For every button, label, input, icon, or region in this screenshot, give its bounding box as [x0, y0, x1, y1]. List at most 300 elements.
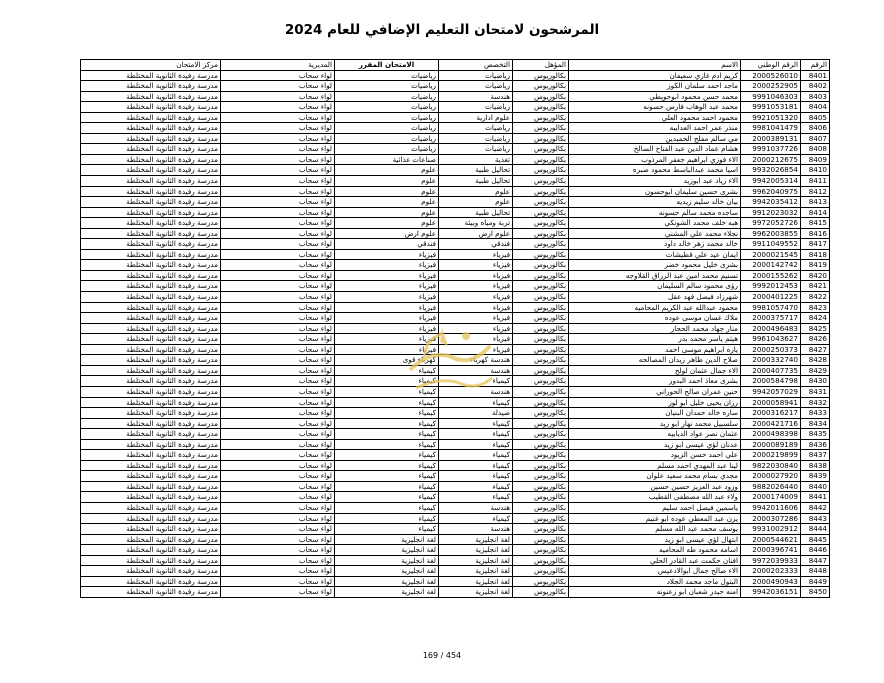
cell-exam-center: مدرسة رفيدة الثانوية المختلطة [81, 513, 221, 524]
cell-name: ياره ابراهيم موسى احمد [569, 344, 741, 355]
cell-national-id: 2000389131 [741, 133, 801, 144]
cell-national-id: 2000496483 [741, 323, 801, 334]
cell-national-id: 2000219899 [741, 450, 801, 461]
cell-specialization: رياضيات [439, 70, 513, 81]
cell-national-id: 2000212675 [741, 154, 801, 165]
cell-exam-center: مدرسة رفيدة الثانوية المختلطة [81, 534, 221, 545]
cell-directorate: لواء سحاب [221, 81, 335, 92]
cell-directorate: لواء سحاب [221, 133, 335, 144]
cell-specialization: فيزياء [439, 344, 513, 355]
cell-directorate: لواء سحاب [221, 534, 335, 545]
cell-directorate: لواء سحاب [221, 460, 335, 471]
cell-seq: 8436 [801, 439, 830, 450]
cell-directorate: لواء سحاب [221, 165, 335, 176]
cell-directorate: لواء سحاب [221, 292, 335, 303]
cell-seq: 8423 [801, 302, 830, 313]
cell-exam-center: مدرسة رفيدة الثانوية المختلطة [81, 313, 221, 324]
cell-directorate: لواء سحاب [221, 112, 335, 123]
cell-name: ساجده محمد سالم حسونه [569, 207, 741, 218]
cell-qualification: بكالوريوس [513, 197, 569, 208]
cell-national-id: 9981041479 [741, 123, 801, 134]
cell-seq: 8404 [801, 102, 830, 113]
table-row [81, 165, 830, 176]
table-row [81, 418, 830, 429]
cell-specialization: هندسة [439, 524, 513, 535]
cell-seq: 8429 [801, 365, 830, 376]
cell-specialization: فيزياء [439, 249, 513, 260]
cell-specialization: فيزياء [439, 334, 513, 345]
cell-seq: 8450 [801, 587, 830, 598]
table-row [81, 144, 830, 155]
cell-exam-center: مدرسة رفيدة الثانوية المختلطة [81, 429, 221, 440]
cell-exam: كيمياء [335, 513, 439, 524]
cell-exam-center: مدرسة رفيدة الثانوية المختلطة [81, 355, 221, 366]
cell-exam-center: مدرسة رفيدة الثانوية المختلطة [81, 228, 221, 239]
cell-seq: 8405 [801, 112, 830, 123]
table-row [81, 502, 830, 513]
cell-exam: فيزياء [335, 292, 439, 303]
cell-directorate: لواء سحاب [221, 397, 335, 408]
cell-qualification: بكالوريوس [513, 144, 569, 155]
cell-qualification: بكالوريوس [513, 70, 569, 81]
cell-name: بشرى حسين سليمان ابوحسون [569, 186, 741, 197]
cell-exam-center: مدرسة رفيدة الثانوية المختلطة [81, 376, 221, 387]
cell-name: شهرزاد فيصل فهد عقل [569, 292, 741, 303]
cell-qualification: بكالوريوس [513, 292, 569, 303]
cell-exam-center: مدرسة رفيدة الثانوية المختلطة [81, 418, 221, 429]
cell-qualification: بكالوريوس [513, 344, 569, 355]
cell-national-id: 2000174009 [741, 492, 801, 503]
cell-seq: 8410 [801, 165, 830, 176]
cell-qualification: بكالوريوس [513, 545, 569, 556]
cell-national-id: 2000089189 [741, 439, 801, 450]
cell-directorate: لواء سحاب [221, 260, 335, 271]
table-row [81, 450, 830, 461]
cell-name: ايمان عيد علي قطيشات [569, 249, 741, 260]
cell-national-id: 2000498398 [741, 429, 801, 440]
cell-name: بيان خالد سليم زيديه [569, 197, 741, 208]
table-row [81, 176, 830, 187]
cell-national-id: 2000250373 [741, 344, 801, 355]
cell-qualification: بكالوريوس [513, 524, 569, 535]
cell-qualification: بكالوريوس [513, 218, 569, 229]
cell-seq: 8449 [801, 576, 830, 587]
table-row [81, 207, 830, 218]
cell-directorate: لواء سحاب [221, 566, 335, 577]
cell-seq: 8401 [801, 70, 830, 81]
cell-directorate: لواء سحاب [221, 576, 335, 587]
cell-national-id: 2000155262 [741, 270, 801, 281]
cell-national-id: 9942057029 [741, 386, 801, 397]
cell-exam-center: مدرسة رفيدة الثانوية المختلطة [81, 460, 221, 471]
cell-national-id: 9942011606 [741, 502, 801, 513]
cell-specialization: علوم [439, 197, 513, 208]
cell-name: محمد عبد الوهاب فارس حسونه [569, 102, 741, 113]
cell-national-id: 9972052726 [741, 218, 801, 229]
cell-directorate: لواء سحاب [221, 471, 335, 482]
cell-exam-center: مدرسة رفيدة الثانوية المختلطة [81, 281, 221, 292]
cell-directorate: لواء سحاب [221, 239, 335, 250]
cell-seq: 8434 [801, 418, 830, 429]
cell-qualification: بكالوريوس [513, 555, 569, 566]
cell-specialization: هندسة [439, 365, 513, 376]
table-row [81, 513, 830, 524]
cell-exam: كهرباء قوى [335, 355, 439, 366]
table-row [81, 123, 830, 134]
cell-name: ولاء عبد الله مصطفى القطيب [569, 492, 741, 503]
cell-national-id: 9822030840 [741, 460, 801, 471]
cell-directorate: لواء سحاب [221, 439, 335, 450]
cell-exam: لغة انجليزية [335, 576, 439, 587]
cell-directorate: لواء سحاب [221, 144, 335, 155]
cell-national-id: 2000307286 [741, 513, 801, 524]
cell-qualification: بكالوريوس [513, 281, 569, 292]
cell-national-id: 2000202333 [741, 566, 801, 577]
cell-name: محمد حسن محمود ابوحويطي [569, 91, 741, 102]
cell-national-id: 9921051320 [741, 112, 801, 123]
cell-directorate: لواء سحاب [221, 355, 335, 366]
cell-exam-center: مدرسة رفيدة الثانوية المختلطة [81, 576, 221, 587]
cell-exam-center: مدرسة رفيدة الثانوية المختلطة [81, 545, 221, 556]
cell-seq: 8438 [801, 460, 830, 471]
cell-name: منذر عمر احمد العدايبه [569, 123, 741, 134]
cell-specialization: لغة انجليزية [439, 576, 513, 587]
cell-seq: 8443 [801, 513, 830, 524]
cell-directorate: لواء سحاب [221, 429, 335, 440]
cell-exam-center: مدرسة رفيدة الثانوية المختلطة [81, 566, 221, 577]
cell-exam-center: مدرسة رفيدة الثانوية المختلطة [81, 365, 221, 376]
cell-exam-center: مدرسة رفيدة الثانوية المختلطة [81, 502, 221, 513]
cell-exam: فيزياء [335, 260, 439, 271]
cell-national-id: 2000375717 [741, 313, 801, 324]
cell-seq: 8445 [801, 534, 830, 545]
cell-exam: رياضيات [335, 112, 439, 123]
table-row [81, 197, 830, 208]
page-number: 169 / 454 [422, 651, 462, 660]
cell-qualification: بكالوريوس [513, 112, 569, 123]
cell-name: يزن عبد المعطي عوده ابو غنيم [569, 513, 741, 524]
cell-name: عدنان لؤي عيسى ابو زيد [569, 439, 741, 450]
cell-seq: 8417 [801, 239, 830, 250]
cell-seq: 8440 [801, 481, 830, 492]
cell-directorate: لواء سحاب [221, 376, 335, 387]
cell-specialization: كيمياء [439, 460, 513, 471]
cell-specialization: هندسة كهرباء [439, 355, 513, 366]
cell-specialization: رياضيات [439, 123, 513, 134]
cell-qualification: بكالوريوس [513, 154, 569, 165]
cell-directorate: لواء سحاب [221, 344, 335, 355]
cell-name: بشرى خليل محمود خضر [569, 260, 741, 271]
cell-exam: كيمياء [335, 481, 439, 492]
cell-specialization: تحاليل طبية [439, 207, 513, 218]
cell-directorate: لواء سحاب [221, 587, 335, 598]
header-name: الاسم [569, 60, 741, 71]
cell-qualification: بكالوريوس [513, 365, 569, 376]
cell-directorate: لواء سحاب [221, 408, 335, 419]
table-row [81, 102, 830, 113]
cell-exam: كيمياء [335, 450, 439, 461]
cell-specialization: فيزياء [439, 313, 513, 324]
cell-exam-center: مدرسة رفيدة الثانوية المختلطة [81, 144, 221, 155]
table-row [81, 471, 830, 482]
cell-specialization: رياضيات [439, 133, 513, 144]
cell-exam-center: مدرسة رفيدة الثانوية المختلطة [81, 481, 221, 492]
cell-name: مي سالم مفلح الحميدين [569, 133, 741, 144]
cell-name: هيثم ياسر محمد بدر [569, 334, 741, 345]
cell-specialization: تحاليل طبية [439, 176, 513, 187]
cell-directorate: لواء سحاب [221, 323, 335, 334]
header-exam: الامتحان المقرر [335, 60, 439, 71]
cell-exam: علوم [335, 165, 439, 176]
cell-qualification: بكالوريوس [513, 534, 569, 545]
cell-directorate: لواء سحاب [221, 313, 335, 324]
table-row [81, 524, 830, 535]
cell-exam-center: مدرسة رفيدة الثانوية المختلطة [81, 165, 221, 176]
header-exam-center: مركز الامتحان [81, 60, 221, 71]
cell-name: رؤى محمود سالم السليمان [569, 281, 741, 292]
cell-exam: صناعات غذائية [335, 154, 439, 165]
cell-name: الاء زياد عبد ابوزيد [569, 176, 741, 187]
cell-exam-center: مدرسة رفيدة الثانوية المختلطة [81, 587, 221, 598]
cell-exam: رياضيات [335, 102, 439, 113]
cell-exam: علوم [335, 186, 439, 197]
cell-specialization: كيمياء [439, 481, 513, 492]
table-row [81, 133, 830, 144]
cell-exam: علوم [335, 218, 439, 229]
cell-name: صلاح الدين ظاهر زيدان المصالحه [569, 355, 741, 366]
cell-specialization: تغذية [439, 154, 513, 165]
cell-directorate: لواء سحاب [221, 70, 335, 81]
cell-national-id: 9991053181 [741, 102, 801, 113]
cell-national-id: 9942035412 [741, 197, 801, 208]
cell-national-id: 2000142742 [741, 260, 801, 271]
cell-national-id: 9992012453 [741, 281, 801, 292]
cell-directorate: لواء سحاب [221, 249, 335, 260]
cell-name: ملاك غسان موسى عوده [569, 313, 741, 324]
cell-seq: 8448 [801, 566, 830, 577]
cell-seq: 8433 [801, 408, 830, 419]
cell-national-id: 9942005314 [741, 176, 801, 187]
cell-qualification: بكالوريوس [513, 239, 569, 250]
cell-national-id: 2000526010 [741, 70, 801, 81]
cell-specialization: علوم ارض [439, 228, 513, 239]
cell-seq: 8430 [801, 376, 830, 387]
cell-qualification: بكالوريوس [513, 492, 569, 503]
cell-directorate: لواء سحاب [221, 334, 335, 345]
table-row [81, 186, 830, 197]
cell-qualification: بكالوريوس [513, 302, 569, 313]
cell-national-id: 9962003855 [741, 228, 801, 239]
cell-qualification: بكالوريوس [513, 587, 569, 598]
cell-exam-center: مدرسة رفيدة الثانوية المختلطة [81, 302, 221, 313]
cell-qualification: بكالوريوس [513, 376, 569, 387]
cell-directorate: لواء سحاب [221, 197, 335, 208]
table-row [81, 545, 830, 556]
cell-qualification: بكالوريوس [513, 355, 569, 366]
cell-name: الاء صالح جمال ابوالادعيس [569, 566, 741, 577]
table-row [81, 439, 830, 450]
cell-exam: كيمياء [335, 460, 439, 471]
cell-seq: 8437 [801, 450, 830, 461]
cell-seq: 8414 [801, 207, 830, 218]
cell-exam-center: مدرسة رفيدة الثانوية المختلطة [81, 439, 221, 450]
table-header-row [81, 60, 830, 71]
cell-exam: فيزياء [335, 313, 439, 324]
table-row [81, 292, 830, 303]
cell-exam-center: مدرسة رفيدة الثانوية المختلطة [81, 207, 221, 218]
cell-qualification: بكالوريوس [513, 502, 569, 513]
cell-directorate: لواء سحاب [221, 450, 335, 461]
cell-directorate: لواء سحاب [221, 270, 335, 281]
cell-national-id: 2000421716 [741, 418, 801, 429]
cell-qualification: بكالوريوس [513, 576, 569, 587]
cell-specialization: هندسة [439, 502, 513, 513]
cell-exam: كيمياء [335, 365, 439, 376]
cell-national-id: 2000332740 [741, 355, 801, 366]
cell-exam: فيزياء [335, 323, 439, 334]
cell-exam: لغة انجليزية [335, 534, 439, 545]
table-row [81, 534, 830, 545]
cell-exam: رياضيات [335, 144, 439, 155]
cell-qualification: بكالوريوس [513, 408, 569, 419]
table-row [81, 281, 830, 292]
cell-exam: فيزياء [335, 334, 439, 345]
cell-qualification: بكالوريوس [513, 471, 569, 482]
cell-exam-center: مدرسة رفيدة الثانوية المختلطة [81, 239, 221, 250]
cell-exam: فيزياء [335, 302, 439, 313]
cell-specialization: كيمياء [439, 513, 513, 524]
cell-qualification: بكالوريوس [513, 429, 569, 440]
cell-name: ياسمين فيصل احمد سليم [569, 502, 741, 513]
cell-seq: 8426 [801, 334, 830, 345]
header-specialization: التخصص [439, 60, 513, 71]
cell-exam: رياضيات [335, 133, 439, 144]
cell-directorate: لواء سحاب [221, 218, 335, 229]
cell-national-id: 2000544621 [741, 534, 801, 545]
cell-national-id: 2000396741 [741, 545, 801, 556]
cell-name: بشرى معاذ احمد البدور [569, 376, 741, 387]
cell-exam: كيمياء [335, 439, 439, 450]
cell-seq: 8441 [801, 492, 830, 503]
cell-exam: فيزياء [335, 249, 439, 260]
cell-name: نجلاء محمد علي المشني [569, 228, 741, 239]
cell-name: تسنيم محمد امين عبد الرزاق القلاوجه [569, 270, 741, 281]
cell-specialization: كيمياء [439, 376, 513, 387]
cell-exam-center: مدرسة رفيدة الثانوية المختلطة [81, 344, 221, 355]
cell-seq: 8439 [801, 471, 830, 482]
cell-exam: رياضيات [335, 81, 439, 92]
cell-national-id: 2000584798 [741, 376, 801, 387]
table-row [81, 270, 830, 281]
cell-specialization: لغة انجليزية [439, 587, 513, 598]
cell-directorate: لواء سحاب [221, 365, 335, 376]
cell-qualification: بكالوريوس [513, 450, 569, 461]
cell-specialization: لغة انجليزية [439, 555, 513, 566]
cell-seq: 8444 [801, 524, 830, 535]
cell-seq: 8432 [801, 397, 830, 408]
cell-qualification: بكالوريوس [513, 228, 569, 239]
cell-seq: 8427 [801, 344, 830, 355]
cell-national-id: 2000401225 [741, 292, 801, 303]
cell-exam-center: مدرسة رفيدة الثانوية المختلطة [81, 218, 221, 229]
cell-seq: 8419 [801, 260, 830, 271]
cell-exam: علوم [335, 197, 439, 208]
cell-seq: 8411 [801, 176, 830, 187]
table-row [81, 555, 830, 566]
cell-seq: 8409 [801, 154, 830, 165]
cell-specialization: هندسة [439, 91, 513, 102]
cell-seq: 8406 [801, 123, 830, 134]
cell-name: ماجد احمد سلمان الكوز [569, 81, 741, 92]
cell-name: ساره خالد حمدان البنيان [569, 408, 741, 419]
cell-specialization: كيمياء [439, 450, 513, 461]
table-row [81, 70, 830, 81]
cell-exam-center: مدرسة رفيدة الثانوية المختلطة [81, 154, 221, 165]
cell-national-id: 9942036151 [741, 587, 801, 598]
cell-exam: كيمياء [335, 524, 439, 535]
cell-directorate: لواء سحاب [221, 502, 335, 513]
cell-name: منار جهاد محمد الحجار [569, 323, 741, 334]
table-row [81, 218, 830, 229]
cell-name: مجدي بسام محمد سعيد علوان [569, 471, 741, 482]
cell-name: هشام عماد الدين عبد الفتاح السالخ [569, 144, 741, 155]
table-row [81, 481, 830, 492]
table-row [81, 228, 830, 239]
cell-national-id: 9911049552 [741, 239, 801, 250]
table-row [81, 112, 830, 123]
cell-qualification: بكالوريوس [513, 334, 569, 345]
cell-directorate: لواء سحاب [221, 176, 335, 187]
cell-directorate: لواء سحاب [221, 186, 335, 197]
cell-exam: رياضيات [335, 70, 439, 81]
cell-seq: 8416 [801, 228, 830, 239]
cell-specialization: رياضيات [439, 81, 513, 92]
cell-name: الاء فوزي ابراهيم جعفر المرذوب [569, 154, 741, 165]
cell-exam-center: مدرسة رفيدة الثانوية المختلطة [81, 133, 221, 144]
cell-directorate: لواء سحاب [221, 207, 335, 218]
cell-qualification: بكالوريوس [513, 386, 569, 397]
cell-national-id: 9991037726 [741, 144, 801, 155]
cell-specialization: علوم [439, 186, 513, 197]
cell-seq: 8418 [801, 249, 830, 260]
cell-directorate: لواء سحاب [221, 545, 335, 556]
cell-seq: 8442 [801, 502, 830, 513]
cell-specialization: فيزياء [439, 302, 513, 313]
cell-seq: 8425 [801, 323, 830, 334]
cell-exam-center: مدرسة رفيدة الثانوية المختلطة [81, 397, 221, 408]
cell-qualification: بكالوريوس [513, 439, 569, 450]
cell-exam-center: مدرسة رفيدة الثانوية المختلطة [81, 334, 221, 345]
cell-exam: لغة انجليزية [335, 555, 439, 566]
cell-exam-center: مدرسة رفيدة الثانوية المختلطة [81, 70, 221, 81]
cell-seq: 8421 [801, 281, 830, 292]
cell-specialization: فيزياء [439, 270, 513, 281]
cell-specialization: رياضيات [439, 102, 513, 113]
cell-seq: 8435 [801, 429, 830, 440]
table-row [81, 260, 830, 271]
table-row [81, 249, 830, 260]
cell-national-id: 9981057470 [741, 302, 801, 313]
cell-specialization: كيمياء [439, 397, 513, 408]
header-national-id: الرقم الوطني [741, 60, 801, 71]
cell-specialization: كيمياء [439, 439, 513, 450]
cell-national-id: 9912023032 [741, 207, 801, 218]
cell-national-id: 9962040975 [741, 186, 801, 197]
cell-qualification: بكالوريوس [513, 123, 569, 134]
cell-specialization: علوم ادارية [439, 112, 513, 123]
cell-directorate: لواء سحاب [221, 418, 335, 429]
table-row [81, 587, 830, 598]
